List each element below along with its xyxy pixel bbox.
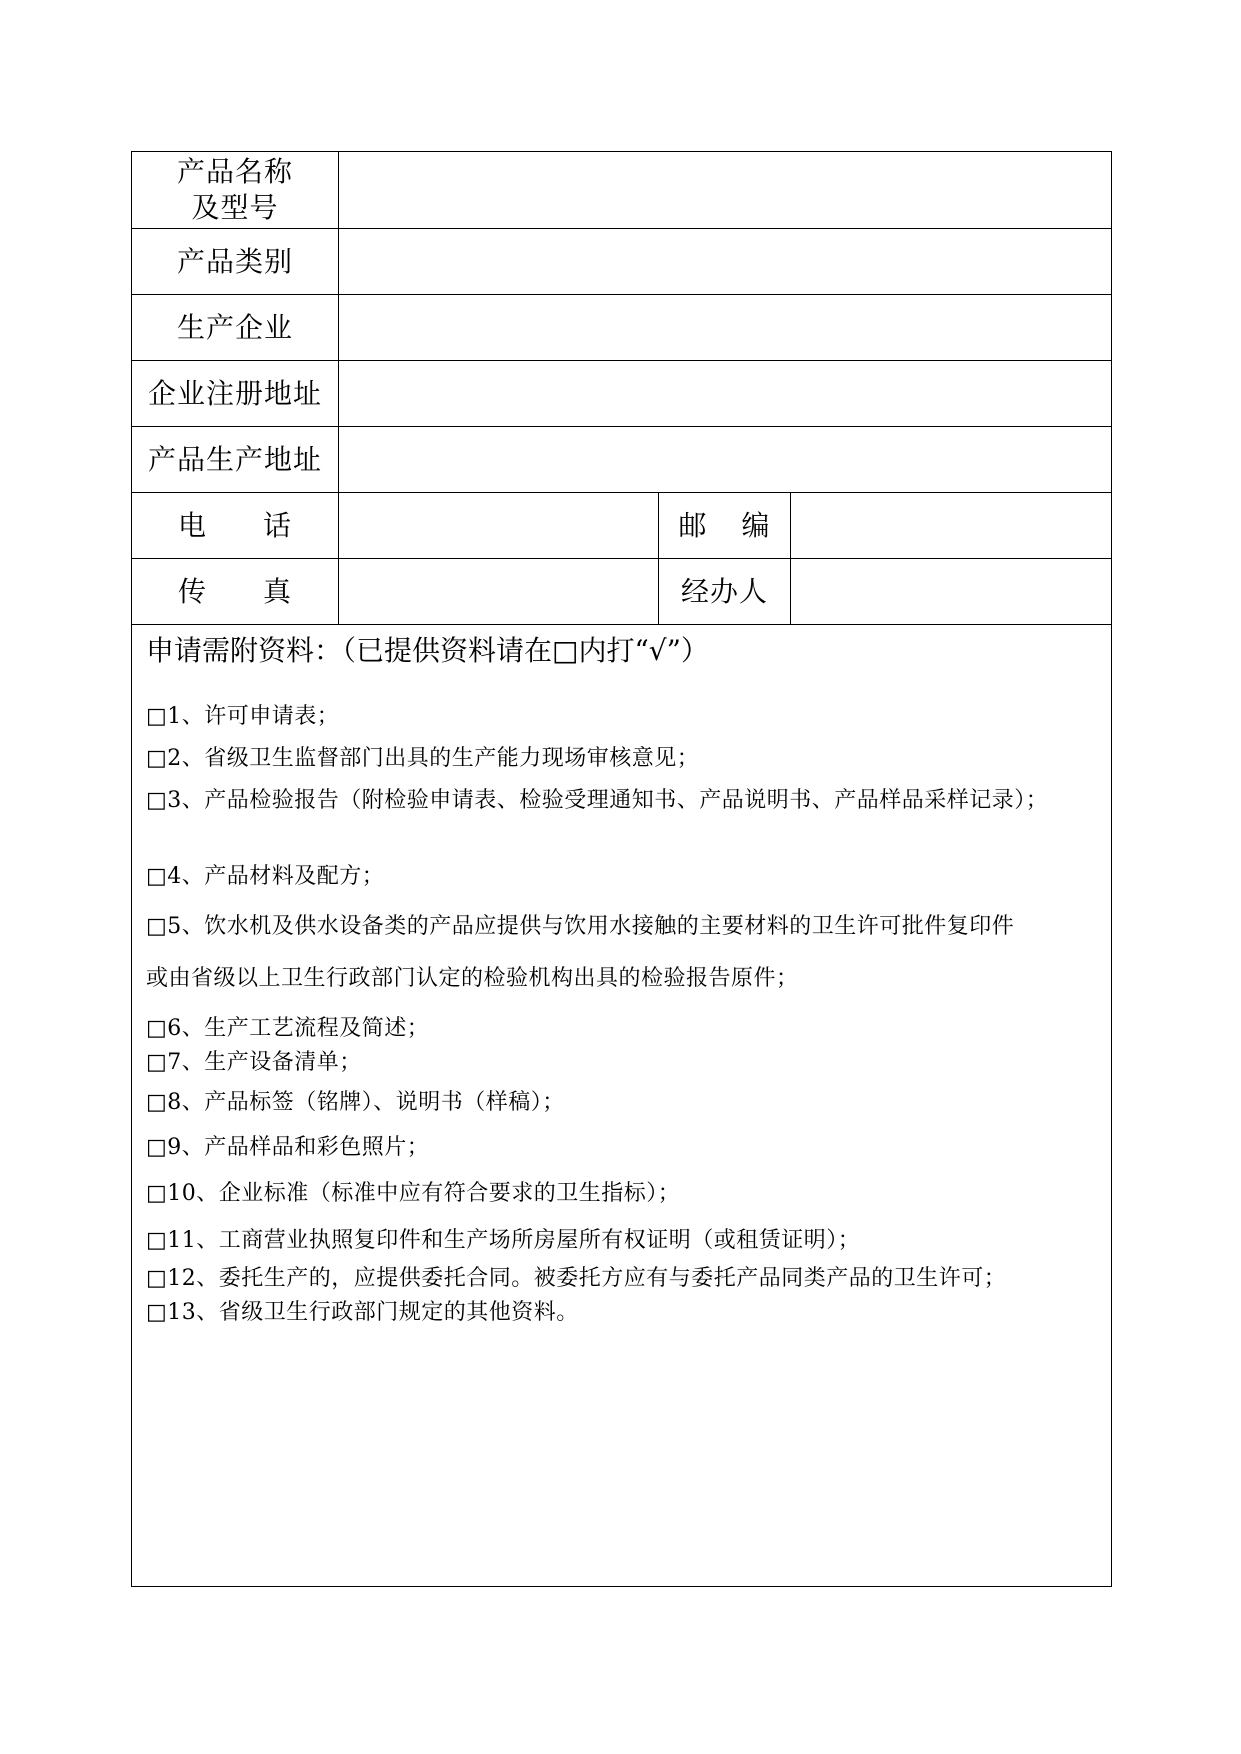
- label-product-name-line1: 产品名称: [176, 155, 293, 188]
- attachment-item-5[interactable]: □5、饮水机及供水设备类的产品应提供与饮用水接触的主要材料的卫生许可批件复印件: [146, 914, 1015, 939]
- attachment-item-11[interactable]: □11、工商营业执照复印件和生产场所房屋所有权证明（或租赁证明）；: [146, 1228, 861, 1253]
- attachment-item-3[interactable]: □3、产品检验报告（附检验申请表、检验受理通知书、产品说明书、产品样品采样记录）；: [146, 788, 1049, 813]
- postcode-field[interactable]: [791, 493, 1112, 559]
- row-registered-address: [132, 361, 1112, 427]
- attachment-item-12[interactable]: □12、委托生产的，应提供委托合同。被委托方应有与委托产品同类产品的卫生许可；: [146, 1266, 1007, 1291]
- row-fax-handler: [132, 559, 1112, 625]
- label-handler: 经办人: [659, 559, 791, 625]
- row-product-name: [132, 152, 1112, 229]
- phone-field[interactable]: [339, 493, 659, 559]
- label-fax-char2: 真: [263, 574, 293, 608]
- manufacturer-field[interactable]: [339, 295, 1112, 361]
- label-manufacturer: 生产企业: [132, 295, 339, 361]
- attachment-item-1[interactable]: □1、许可申请表；: [146, 704, 340, 729]
- label-phone-char1: 电: [177, 508, 207, 542]
- label-phone: [132, 493, 339, 559]
- attachment-item-6[interactable]: □6、生产工艺流程及简述；: [146, 1016, 430, 1041]
- label-fax: [132, 559, 339, 625]
- attachments-title: 申请需附资料：（已提供资料请在□内打“√”）: [146, 634, 709, 667]
- label-product-category: 产品类别: [132, 229, 339, 295]
- row-phone-postcode: [132, 493, 1112, 559]
- attachment-item-10[interactable]: □10、企业标准（标准中应有符合要求的卫生指标）；: [146, 1181, 681, 1206]
- attachments-section: [132, 625, 1112, 1587]
- product-name-field[interactable]: [339, 152, 1112, 229]
- label-product-name-line2: 及型号: [191, 191, 279, 224]
- label-postcode-char1: 邮: [678, 508, 708, 542]
- fax-field[interactable]: [339, 559, 659, 625]
- attachment-item-5-cont: 或由省级以上卫生行政部门认定的检验机构出具的检验报告原件；: [146, 966, 799, 991]
- label-postcode-char2: 编: [741, 508, 771, 542]
- attachment-item-13[interactable]: □13、省级卫生行政部门规定的其他资料。: [146, 1300, 579, 1325]
- attachment-item-2[interactable]: □2、省级卫生监督部门出具的生产能力现场审核意见；: [146, 746, 700, 771]
- label-registered-address: 企业注册地址: [132, 361, 339, 427]
- row-production-address: [132, 427, 1112, 493]
- attachment-item-4[interactable]: □4、产品材料及配方；: [146, 864, 385, 889]
- label-phone-char2: 话: [263, 508, 293, 542]
- row-manufacturer: [132, 295, 1112, 361]
- label-fax-char1: 传: [177, 574, 207, 608]
- label-postcode: [659, 493, 791, 559]
- product-category-field[interactable]: [339, 229, 1112, 295]
- row-attachments: [132, 625, 1112, 1587]
- label-product-name: [132, 152, 339, 229]
- row-product-category: [132, 229, 1112, 295]
- handler-field[interactable]: [791, 559, 1112, 625]
- attachment-item-9[interactable]: □9、产品样品和彩色照片；: [146, 1135, 430, 1160]
- production-address-field[interactable]: [339, 427, 1112, 493]
- attachment-item-8[interactable]: □8、产品标签（铭牌）、说明书（样稿）；: [146, 1090, 565, 1115]
- registered-address-field[interactable]: [339, 361, 1112, 427]
- attachment-item-7[interactable]: □7、生产设备清单；: [146, 1050, 362, 1075]
- application-form-table: [131, 151, 1112, 1587]
- label-production-address: 产品生产地址: [132, 427, 339, 493]
